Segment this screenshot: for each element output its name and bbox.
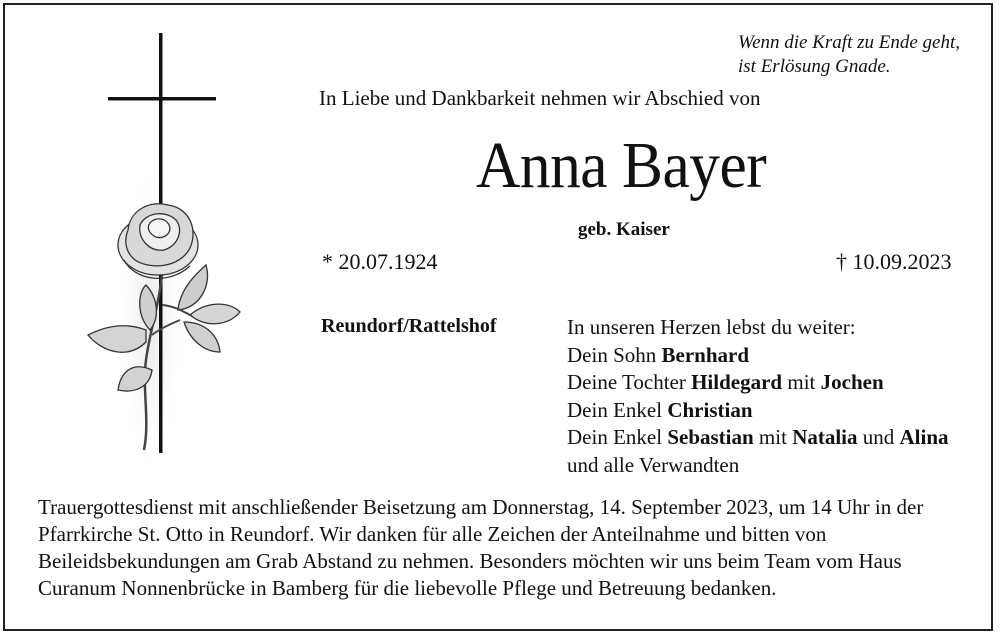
mourner-line — [567, 369, 949, 397]
mourners-intro: In unseren Herzen lebst du weiter: — [567, 315, 856, 339]
motto — [738, 31, 960, 79]
service-line: Pfarrkirche St. Otto in Reundorf. Wir danken für alle Zeichen der Anteilnahme und bitten von — [38, 522, 827, 546]
mourner-relation: und alle Verwandten — [567, 452, 740, 477]
mourner-name: Hildegard — [691, 370, 783, 394]
mourner-name: Sebastian — [667, 425, 754, 449]
service-line: Beileidsbekundungen am Grab Abstand zu nehmen. Besonders möchten wir uns beim Team vom Haus — [38, 549, 902, 573]
maiden-name: geb. Kaiser — [578, 219, 670, 240]
deceased-name: Anna Bayer — [476, 129, 767, 202]
mourner-relation: und — [857, 425, 900, 449]
birth-date: * 20.07.1924 — [322, 249, 438, 274]
motto-line: Wenn die Kraft zu Ende geht, — [738, 32, 960, 53]
mourner-name: Bernhard — [661, 342, 750, 367]
motto-line: ist Erlösung Gnade. — [738, 56, 891, 77]
mourner-name: Christian — [667, 397, 753, 422]
mourner-name: Alina — [899, 425, 949, 449]
mourner-name: Jochen — [820, 370, 884, 394]
mourner-relation: Dein Sohn — [567, 342, 662, 367]
mourner-line — [567, 452, 949, 480]
mourner-line — [567, 424, 949, 452]
intro-text: In Liebe und Dankbarkeit nehmen wir Abschied von — [319, 86, 761, 110]
service-announcement — [38, 494, 968, 602]
mourner-name: Natalia — [792, 425, 858, 449]
death-date: † 10.09.2023 — [836, 249, 952, 274]
service-line: Trauergottesdienst mit anschließender Beisetzung am Donnerstag, 14. September 2023, um 14 Uhr in der — [38, 495, 924, 519]
mourner-relation: Deine Tochter — [567, 370, 692, 394]
mourners-list — [567, 314, 949, 479]
mourner-relation: mit — [753, 425, 793, 449]
mourner-line — [567, 397, 949, 425]
mourner-relation: mit — [782, 370, 821, 394]
service-line: Curanum Nonnenbrücke in Bamberg für die liebevolle Pflege und Betreuung bedanken. — [38, 576, 777, 600]
mourner-relation: Dein Enkel — [567, 397, 668, 422]
place-of-residence: Reundorf/Rattelshof — [321, 315, 497, 337]
mourner-line — [567, 342, 949, 370]
cross-and-rose-illustration — [80, 30, 260, 480]
mourner-relation: Dein Enkel — [567, 425, 668, 449]
